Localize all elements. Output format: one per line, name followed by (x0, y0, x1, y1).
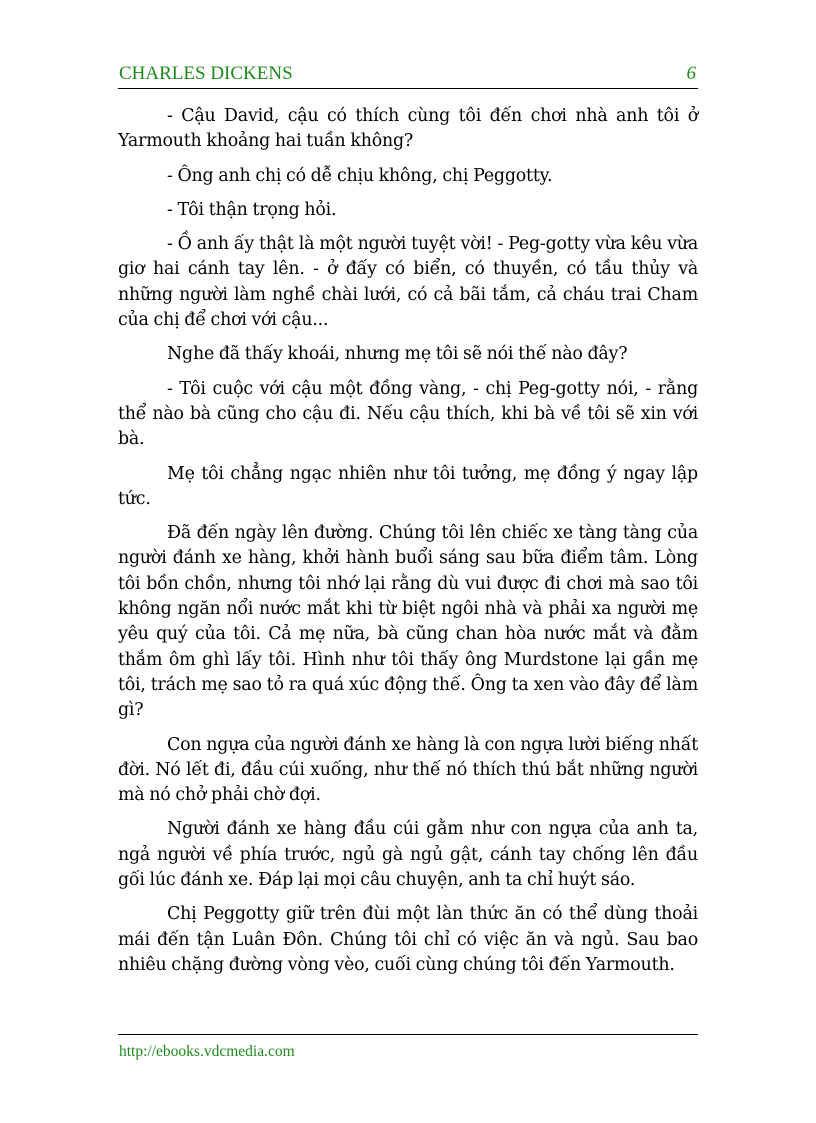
page-header (118, 63, 698, 85)
paragraph: - Ồ anh ấy thật là một người tuyệt vời! - Peg-gotty vừa kêu vừa giơ hai cánh tay lên. - ở đấy có biển, có thuyền, có tầu thủy và những người làm nghề chài lưới, có cả bãi tắm, cả cháu trai Cham của chị để chơi với cậu... (118, 234, 698, 331)
paragraph: - Cậu David, cậu có thích cùng tôi đến chơi nhà anh tôi ở Yarmouth khoảng hai tuần không? (118, 106, 698, 152)
footer-link[interactable]: http://ebooks.vdcmedia.com (119, 1043, 295, 1060)
footer-divider (118, 1034, 698, 1035)
page-number: 6 (686, 63, 696, 84)
paragraph: Chị Peggotty giữ trên đùi một làn thức ăn có thể dùng thoải mái đến tận Luân Đôn. Chúng tôi chỉ có việc ăn và ngủ. Sau bao nhiêu chặng đường vòng vèo, cuối cùng chúng tôi đến Yarmouth. (118, 904, 698, 975)
paragraph: - Ông anh chị có dễ chịu không, chị Peggotty. (167, 165, 553, 186)
paragraph: - Tôi thận trọng hỏi. (167, 199, 337, 220)
paragraph: Người đánh xe hàng đầu cúi gằm như con ngựa của anh ta, ngả người về phía trước, ngủ gà ngủ gật, cánh tay chống lên đầu gối lúc đánh xe. Đáp lại mọi câu chuyện, anh ta chỉ huýt sáo. (118, 819, 698, 891)
paragraph: Đã đến ngày lên đường. Chúng tôi lên chiếc xe tàng tàng của người đánh xe hàng, khởi hành buổi sáng sau bữa điểm tâm. Lòng tôi bồn chồn, nhưng tôi nhớ lại rằng dù vui được đi chơi mà sao tôi không ngăn nổi nước mắt khi từ biệt ngôi nhà và phải xa người mẹ yêu quý của tôi. Cả mẹ nữa, bà cũng chan hòa nước mắt và đằm thắm ôm ghì lấy tôi. Hình như tôi thấy ông Murdstone lại gần mẹ tôi, trách mẹ sao tỏ ra quá xúc động thế. Ông ta xen vào đây để làm gì? (118, 523, 698, 721)
paragraph: Nghe đã thấy khoái, nhưng mẹ tôi sẽ nói thế nào đây? (167, 344, 628, 365)
header-title: CHARLES DICKENS (119, 63, 293, 84)
paragraph: - Tôi cuộc với cậu một đồng vàng, - chị Peg-gotty nói, - rằng thể nào bà cũng cho cậu đi. Nếu cậu thích, khi bà về tôi sẽ xin với bà. (118, 378, 698, 450)
paragraph: Con ngựa của người đánh xe hàng là con ngựa lười biếng nhất đời. Nó lết đi, đầu cúi xuống, như thế nó thích thú bắt những người mà nó chở phải chờ đợi. (118, 734, 698, 806)
header-divider (118, 88, 698, 89)
paragraph: Mẹ tôi chẳng ngạc nhiên như tôi tưởng, mẹ đồng ý ngay lập tức. (118, 463, 698, 509)
body-text (118, 104, 698, 987)
